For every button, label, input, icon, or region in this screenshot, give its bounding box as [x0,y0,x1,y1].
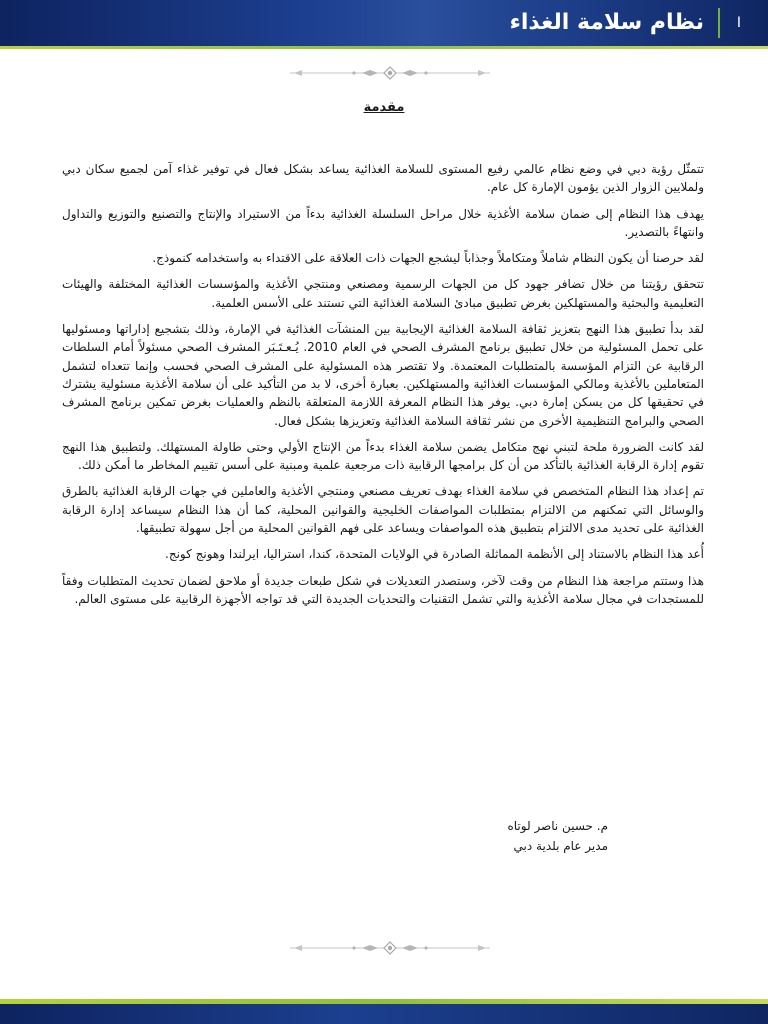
paragraph-vision: تتمثّل رؤية دبي في وضع نظام عالمي رفيع المستوى للسلامة الغذائية يساعد بشكل فعال في توفير غذاء آمن لجميع سكان دبي ولملايين الزوار الذين يؤمون الإمارة كل عام. [62,162,704,195]
paragraph-revision: هذا وستتم مراجعة هذا النظام من وقت لآخر، وستصدر التعديلات في شكل طبعات جديدة أو ملاحق لضمان تحديث المتطلبات وفقاً للمستجدات في مجال سلامة الأغذية والتي تشمل التقنيات والتحديات الجديدة التي قد تواجه الأجهزة الرقابية على مستوى العالم. [62,573,704,606]
paragraph-culture: لقد بدأ تطبيق هذا النهج بتعزيز ثقافة السلامة الغذائية الإيجابية بين المنشآت الغذائية في الإمارة، وذلك بتشجيع إداراتها ومسئوليها على تحمل المسئولية من خلال تطبيق برنامج المشرف الصحي في العام 2010. يُـعـتَـبَر المشرف الصحي مسئولاً أمام السلطات الرقابية عن التزام المؤسسة بالمتطلبات المعتمدة. ولا تقتصر هذه المسئولية على المشرف الصحي فحسب وإنما تتعداه لتشمل المتعاملين بالأغذية ومالكي المؤسسات الغذائية والمستهلكين. بعبارة أخرى، لا بد من التأكيد على أن سلامة الأغذية مسئولية يشترك في تحقيقها كل من يسكن إمارة دبي. يوفر هذا النظام المعرفة اللازمة المتعلقة بالنظم والعمليات بغرض تمكين برنامج المشرف الصحي والبرامج التنظيمية الأخرى من نشر ثقافة السلامة الغذائية وتعزيزها بشكل فعال. [62,322,705,428]
signature-block [507,816,608,856]
document-body [62,160,704,616]
signatory-name: م. حسين ناصر لوتاه [507,819,608,833]
paragraph-goal: يهدف هذا النظام إلى ضمان سلامة الأغذية خلال مراحل السلسلة الغذائية بدءاً من الاستيراد والإنتاج والتصنيع والتوزيع والتداول وانتهاءً بالتصدير. [62,206,704,239]
paragraph-preparation: تم إعداد هذا النظام المتخصص في سلامة الغذاء بهدف تعريف مصنعي ومنتجي الأغذية والعاملين في جهات الرقابة الغذائية بالطرق والوسائل التي تمكنهم من الالتزام بمتطلبات المواصفات الخليجية والقوانين المحلية، كما أن هذا النظام سيساعد إدارة الرقابة الغذائية على تحديد مدى الالتزام بتطبيق هذه المواصفات ويساعد على فهم القوانين المحلية من أجل سهولة تطبيقها. [62,484,704,536]
top-ornament-divider [290,66,490,80]
paragraph-references: أُعد هذا النظام بالاستناد إلى الأنظمة المماثلة الصادرة في الولايات المتحدة، كندا، استراليا، ايرلندا وهونج كونج. [165,547,704,562]
paragraph-model: لقد حرصنا أن يكون النظام شاملاً ومتكاملاً وجذاباً ليشجع الجهات ذات العلاقة على الاقتداء به واستخدامه كنموذج. [152,251,704,266]
document-title: مقدمة [363,100,405,115]
paragraph-approach: لقد كانت الضرورة ملحة لتبني نهج متكامل يضمن سلامة الغذاء بدءاً من الإنتاج الأولي وحتى طاولة المستهلك. ولتطبيق هذا النهج تقوم إدارة الرقابة الغذائية بالتأكد من أن كل برامجها الرقابية ذات مرجعية علمية ومبنية على أسس تقييم المخاطر ما أمكن ذلك. [62,439,704,473]
bottom-ornament-divider [290,941,490,955]
header-separator [718,8,720,38]
signatory-position: مدير عام بلدية دبي [513,839,608,853]
page-number: I [736,15,742,31]
header-title: نظام سلامة الغذاء [509,10,704,35]
header-bar [0,0,768,46]
paragraph-stakeholders: تتحقق رؤيتنا من خلال تضافر جهود كل من الجهات الرسمية ومصنعي ومنتجي الأغذية والمؤسسات الغذائية المختلفة والهيئات التعليمية والبحثية والمستهلكين بغرض تطبيق مبادئ السلامة الغذائية التي تستند على الأسس العلمية. [62,277,704,310]
header-accent-line [0,46,768,49]
footer-bar [0,1004,768,1024]
